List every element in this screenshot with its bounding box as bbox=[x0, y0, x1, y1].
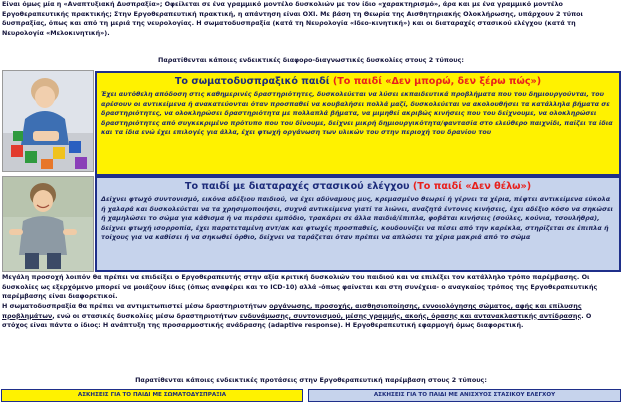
somatodyspraxia-box bbox=[95, 71, 621, 176]
somatodyspraxia-description: Έχει αυτόθελη απόδοση στις καθημερινές δραστηριότητες, δυσκολεύεται να λύσει εκπαιδευτικά προβλήματα που του δημιουργούνται, του αρέσουν οι αντικείμενα ή ανακατεύονται όταν προσπαθεί να κουβαλήσει πολλά μαζί, δυσκολεύεται να ακολουθήσει τα κατάλληλα βήματα σε δραστηριότητες, να ολοκληρώσει δραστηριότητα με πολλαπλά βήματα, να μιμηθεί ακριβώς κινήσεις που του δείχνουμε, να ολοκληρώσει δραστηριότητες από συγκεκριμένο πρότυπο που του δίνουμε, δείχνει μικρή δημιουργικότητα/φαντασία στο ελεύθερο παιχνίδι, παίζει τα ίδια και τα ίδια ενώ έχει επιλογές για άλλα, έχει φτωχή οργάνωση των υλικών του στην περιοχή του δρανίου του bbox=[101, 90, 613, 137]
intervention-somatodyspraxia-activities: οργάνωσης, προσοχής, αισθησιοποίησης, εννοιολόγησης σώματος, αφής και επίλυσης προβλημάτων bbox=[2, 302, 582, 320]
intervention-text-2: , ενώ οι στασικές δυσκολίες μέσω δραστηριοτήτων bbox=[52, 311, 240, 320]
intervention-paragraph bbox=[2, 302, 618, 331]
somatodyspraxia-title bbox=[97, 76, 619, 88]
smiling-child-image bbox=[3, 177, 93, 271]
section-title-differences: Παρατίθενται κάποιες ενδεικτικές διαφορο-διαγνωστικές δυσκολίες στους 2 τύπους: bbox=[158, 56, 464, 64]
postural-control-title-quote: (Το παιδί «Δεν θέλω») bbox=[412, 181, 532, 192]
table-header-somatodyspraxia: ΑΣΚΗΣΕΙΣ ΓΙΑ ΤΟ ΠΑΙΔΙ ΜΕ ΣΩΜΑΤΟΔΥΣΠΡΑΞΙΑ bbox=[1, 389, 303, 402]
section-title-interventions: Παρατίθενται κάποιες ενδεικτικές προτάσεις στην Εργοθεραπευτική παρέμβαση στους 2 τύπους: bbox=[135, 376, 487, 384]
photo-child-with-blocks bbox=[2, 70, 94, 172]
postural-control-description: Δείχνει φτωχό συντονισμό, εικόνα αδέξιου παιδιού, να έχει αδύναμους μυς, κρεμασμένο θεωρεί ή γέρνει τα χέρια, πέφτει αντικείμενα εύκολα ή χαλαρά και δυσκολεύεται να τα χρησιμοποιήσει, συχνά αντικείμενα γιατί τα λιώνει, αναζητά έντονες κινήσεις, έχει αδέξιο κόσο να σηκώσει ή χαμηλώσει το σώμα για κάθισμα ή να περάσει εμπόδιο, τρακάρει σε άλλα παιδιά/έπιπλα, φοβάται κινήσεις (σούλες, κούνια, τσουλήθρα), δείχνει φτωχή ισορροπία, έχει παρατεταμένη αντ/ακ και φτωχές προσπαθείς, κουδουνίζει να πέσει από την καρέκλα, στηρίζεται σε έπιπλα ή τοίχους για να καθίσει ή να σηκωθεί όρθιο, δείχνει να ταράζεται όταν πρέπει να απλώσει τα χέρια μακριά από το σώμα bbox=[101, 195, 613, 242]
intro-paragraph: Είναι όμως μία η «Αναπτυξιακή Δυσπραξία»; Οφείλεται σε ένα γραμμικό μοντέλο δυσκολιών με τον ίδιο «χαρακτηρισμό», άρα και με ένα γραμμικό μοντέλο Εργοθεραπευτικής πρακτικής; Στην Εργοθεραπευτική πρακτική, η απάντηση είναι ΟΧΙ. Με βάση τη Θεωρία της Αισθητηριακής Ολοκλήρωσης, υπάρχουν 2 τύποι δυσπραξίας, όπως και από τη μεριά της νευρολογίας. Η σωματοδυσπραξία (κατά τη Νευρολογία «Ιδεο-κινητική») και οι διαταραχές στασικού ελέγχου (κατά τη Νευρολογία «Μελοκινητική»). bbox=[2, 0, 584, 37]
postural-control-box bbox=[95, 176, 621, 272]
postural-control-title bbox=[97, 181, 619, 193]
intervention-text-1: Η σωματοδυσπραξία θα πρέπει να αντιμετωπιστεί μέσω δραστηριοτήτων bbox=[2, 302, 270, 310]
somatodyspraxia-title-quote: (Το παιδί «Δεν μπορώ, δεν ξέρω πώς») bbox=[332, 76, 542, 87]
attention-paragraph: Μεγάλη προσοχή λοιπόν θα πρέπει να επιδείξει ο Εργοθεραπευτής στην αξία κριτική δυσκολιών του παιδιού και να επιλέξει τον κατάλληλο τρόπο παρέμβασης. Οι δυσκολίες ως εξερχόμενο μπορεί να μοιάζουν ίδιες (όπως αναφέρει και το ICD-10) αλλά -όπως φαίνεται και στη συνέχεια- ο αναγκαίος τρόπος της Εργοθεραπευτικής παρέμβασης είναι διαφορετικοί. bbox=[2, 273, 598, 301]
child-with-blocks-image bbox=[3, 71, 93, 171]
postural-control-title-main: Το παιδί με διαταραχές στασικού ελέγχου bbox=[184, 181, 410, 192]
somatodyspraxia-title-main: Το σωματοδυσπραξικό παιδί bbox=[174, 76, 330, 87]
intervention-text-3: . Ο στόχος είναι πάντα ο ίδιος: Η ανάπτυξη της προσαρμοστικής ανάδρασης (adaptive response). Η Εργοθεραπευτική εφαρμογή όμως διαφορετική. bbox=[2, 311, 592, 330]
intervention-postural-activities: ενδυνάμωσης, συντονισμού, μέσης γραμμής, ακοής, όρασης και αντανακλαστικής αντίδρασης bbox=[239, 311, 582, 320]
table-header-postural: ΑΣΚΗΣΕΙΣ ΓΙΑ ΤΟ ΠΑΙΔΙ ΜΕ ΑΝΙΣΧΥΟΣ ΣΤΑΣΙΚΟΥ ΕΛΕΓΧΟΥ bbox=[308, 389, 621, 402]
photo-smiling-child bbox=[2, 176, 94, 272]
